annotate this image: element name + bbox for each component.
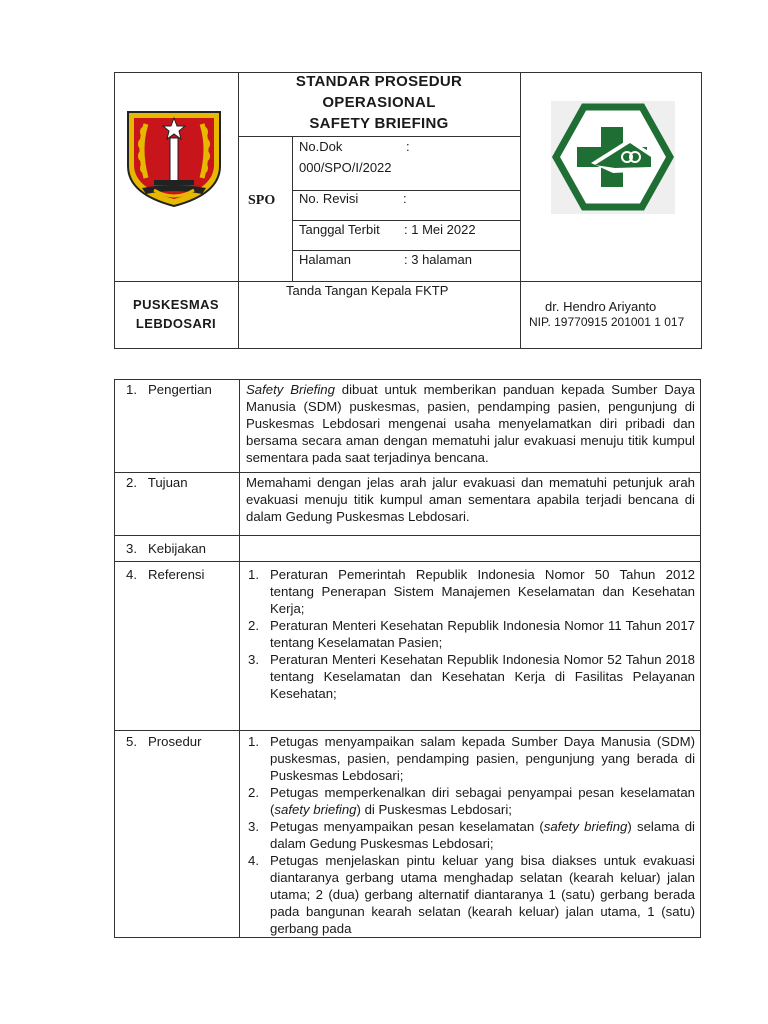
list-number: 2.: [248, 618, 259, 633]
text-part: ) di Puskesmas Lebdosari;: [356, 802, 512, 817]
procedure-table: [114, 379, 701, 938]
revisi-separator: :: [403, 191, 407, 206]
list-number: 1.: [248, 567, 259, 582]
list-item: [246, 784, 695, 818]
list-text: [270, 784, 695, 818]
pengertian-text: [240, 380, 701, 473]
table-row: [115, 731, 701, 938]
organization-name: [116, 295, 236, 333]
referensi-label: 4. Referensi: [115, 562, 240, 731]
table-row: [115, 562, 701, 731]
no-dok-value: 000/SPO/I/2022: [299, 160, 392, 175]
title-line-1: STANDAR PROSEDUR: [295, 73, 463, 90]
org-line-2: LEBDOSARI: [135, 316, 217, 331]
kebijakan-label: 3. Kebijakan: [115, 536, 240, 562]
signer-nip: NIP. 19770915 201001 1 017: [529, 315, 685, 329]
table-row: [115, 536, 701, 562]
spo-label: SPO: [248, 193, 276, 208]
list-text: [270, 818, 695, 852]
terbit-value: : 1 Mei 2022: [404, 222, 476, 237]
list-number: 2.: [248, 785, 259, 800]
list-item: [246, 733, 695, 784]
list-item: [246, 818, 695, 852]
list-number: 3.: [248, 819, 259, 834]
list-number: 4.: [248, 853, 259, 868]
text-part: Petugas memperkenalkan diri sebagai penyampai pesan keselamatan (: [270, 785, 695, 817]
text-italic: safety briefing: [543, 819, 628, 834]
list-text: Petugas menjelaskan pintu keluar yang bisa diakses untuk evakuasi diantaranya gerbang utama menghadap selatan (kearah keluar) jalan utama; 2 (dua) gerbang alternatif diantaranya 1 (satu) gerbang berada pada bangunan kearah selatan (kearah keluar) jalan utama, 1 (satu) gerbang pada: [270, 853, 695, 936]
prosedur-label: 5. Prosedur: [115, 731, 240, 938]
document-title: [240, 71, 518, 134]
list-item: [246, 651, 695, 702]
text-italic: safety briefing: [274, 802, 357, 817]
list-text: Petugas menyampaikan salam kepada Sumber Daya Manusia (SDM) puskesmas, pasien, pendamping pasien, pengunjung yang berada di Puskesmas Lebdosari;: [270, 734, 695, 783]
kebijakan-text: [240, 536, 701, 562]
tujuan-text: Memahami dengan jelas arah jalur evakuasi dan mematuhi petunjuk arah evakuasi menuju titik kumpul aman sementara apabila terjadi bencana di dalam Gedung Puskesmas Lebdosari.: [240, 473, 701, 536]
title-line-3: SAFETY BRIEFING: [309, 115, 449, 132]
no-dok-separator: :: [406, 139, 410, 154]
puskesmas-logo: [551, 101, 675, 214]
prosedur-list: [240, 731, 701, 938]
text-part: Petugas menyampaikan pesan keselamatan (: [270, 819, 544, 834]
pengertian-lead: Safety Briefing: [246, 382, 335, 397]
referensi-list: [240, 562, 701, 731]
list-number: 1.: [248, 734, 259, 749]
terbit-label: Tanggal Terbit: [299, 222, 380, 237]
semarang-emblem-logo: [124, 108, 224, 208]
list-item: [246, 617, 695, 651]
title-line-2: OPERASIONAL: [322, 94, 436, 111]
halaman-value: : 3 halaman: [404, 252, 472, 267]
pengertian-body: dibuat untuk memberikan panduan kepada Sumber Daya Manusia (SDM) puskesmas, pasien, pendamping pasien, pengunjung di Puskesmas Lebdosari mengenai usaha menyelamatkan diri pribadi dan bersama secara aman dengan mematuhi jalur evakuasi menuju titik kumpul sementara pada saat terjadinya bencana.: [246, 382, 696, 465]
list-text: Peraturan Menteri Kesehatan Republik Indonesia Nomor 52 Tahun 2018 tentang Keselamatan dan Kesehatan Kerja di Fasilitas Pelayanan Kesehatan;: [270, 652, 695, 701]
text-part: ) selama di dalam Gedung Puskesmas Lebdosari;: [270, 819, 695, 851]
signature-caption: Tanda Tangan Kepala FKTP: [286, 283, 449, 298]
pengertian-label: 1. Pengertian: [115, 380, 240, 473]
org-line-1: PUSKESMAS: [133, 297, 219, 312]
revisi-label: No. Revisi: [299, 191, 359, 206]
table-row: [115, 473, 701, 536]
list-text: Peraturan Menteri Kesehatan Republik Indonesia Nomor 11 Tahun 2017 tentang Keselamatan Pasien;: [270, 618, 695, 650]
table-row: [115, 380, 701, 473]
list-text: Peraturan Pemerintah Republik Indonesia Nomor 50 Tahun 2012 tentang Penerapan Sistem Manajemen Keselamatan dan Kesehatan Kerja;: [270, 567, 695, 616]
list-item: [246, 566, 695, 617]
list-number: 3.: [248, 652, 259, 667]
signer-name: dr. Hendro Ariyanto: [545, 299, 657, 314]
tujuan-label: 2. Tujuan: [115, 473, 240, 536]
halaman-label: Halaman: [299, 252, 352, 267]
no-dok-label: No.Dok: [299, 139, 343, 154]
list-item: [246, 852, 695, 937]
